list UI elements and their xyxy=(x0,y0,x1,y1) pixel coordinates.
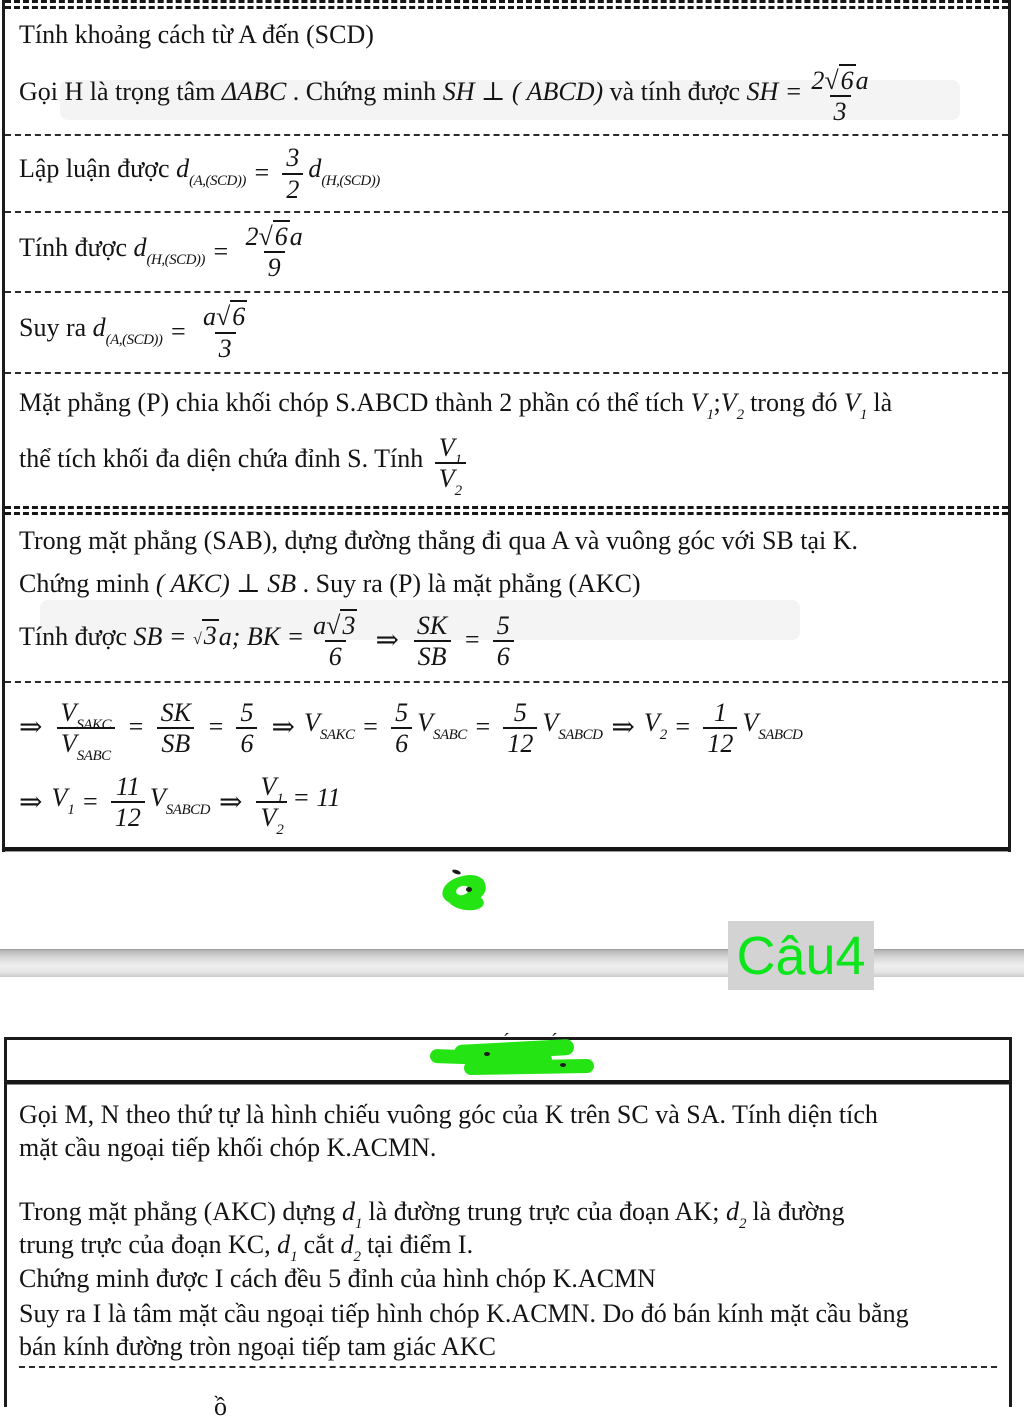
text-segment: Gọi M, N theo thứ tự là hình chiếu vuông góc của K trên SC và SA. Tính diện tích xyxy=(19,1100,878,1129)
text-segment: Suy ra I là tâm mặt cầu ngoại tiếp hình chóp K.ACMN. Do đó bán kính mặt cầu bằng xyxy=(19,1299,909,1328)
square-root xyxy=(192,621,219,651)
math-text: SH = xyxy=(746,76,803,106)
radical-icon: √ xyxy=(824,65,839,95)
math-text: ΔABC xyxy=(221,76,287,106)
row7-line2 xyxy=(19,772,994,839)
math-text: a; BK = xyxy=(218,621,305,651)
paragraph-3 xyxy=(19,1263,997,1298)
fraction-numerator: 1 xyxy=(713,697,727,727)
math-fraction xyxy=(111,772,145,832)
fraction-numerator xyxy=(807,66,872,95)
fraction-denominator: SB xyxy=(414,640,451,671)
text-segment: là đường trung trực của đoạn AK; xyxy=(361,1197,726,1226)
implies-arrow: ⇒ xyxy=(19,712,43,744)
math-fraction xyxy=(282,143,303,203)
math-fraction xyxy=(493,611,514,671)
text-segment: Tính được xyxy=(19,621,134,651)
math-fraction xyxy=(157,698,195,758)
text-segment: Trong mặt phẳng (SAB), dựng đường thẳng đi qua A và vuông góc với SB tại K. xyxy=(19,526,859,556)
math-fraction xyxy=(435,432,466,499)
var-sub: SABCD xyxy=(165,802,210,819)
var-sub: 1 xyxy=(67,802,75,819)
var-sub: SAKC xyxy=(319,727,355,744)
math-var xyxy=(149,783,210,819)
equals-sign: = xyxy=(81,787,99,817)
row3-line xyxy=(19,222,994,282)
row5-line1 xyxy=(19,387,994,424)
math-text: 2 xyxy=(811,65,825,95)
implies-arrow: ⇒ xyxy=(611,712,635,744)
var-sub: (H,(SCD)) xyxy=(146,251,205,268)
text-segment: Chứng minh được I cách đều 5 đỉnh của hình chóp K.ACMN xyxy=(19,1264,656,1293)
implies-arrow: ⇒ xyxy=(19,786,43,818)
row1-line2 xyxy=(19,66,994,126)
fraction-denominator xyxy=(435,462,466,499)
var-base: d xyxy=(133,232,147,262)
row-separator xyxy=(19,1366,997,1368)
fraction-numerator xyxy=(241,222,306,251)
math-fraction xyxy=(391,698,412,758)
cutoff-text-fragment xyxy=(214,1392,227,1421)
var-sub: 1 xyxy=(354,1216,362,1232)
math-text: 2 xyxy=(245,221,259,251)
text-segment: Suy ra xyxy=(19,313,93,343)
var-base: V xyxy=(742,708,759,738)
fraction-denominator: 6 xyxy=(493,640,514,671)
fraction-denominator: 3 xyxy=(215,332,236,363)
paragraph-2 xyxy=(19,1196,997,1265)
equals-sign: = xyxy=(206,712,225,742)
math-fraction xyxy=(503,698,537,758)
text-segment: Chứng minh xyxy=(19,568,156,598)
highlighter-scribble xyxy=(436,872,492,916)
math-text: a xyxy=(289,221,303,251)
fraction-numerator xyxy=(199,302,251,331)
var-base: V xyxy=(149,783,166,813)
table1-row-4 xyxy=(5,293,1008,372)
var-sub: 2 xyxy=(736,407,744,424)
row5-line2 xyxy=(19,432,994,499)
covered-text-accent: ´ xyxy=(503,1030,510,1052)
text-segment: và tính được xyxy=(603,76,747,106)
math-fraction xyxy=(199,302,251,362)
text-segment: ; xyxy=(713,388,721,418)
text-segment: là đường xyxy=(745,1197,845,1226)
var-sub: 2 xyxy=(659,727,667,744)
fraction-numerator: 5 xyxy=(496,610,510,640)
table2-body xyxy=(7,1085,1009,1368)
var-sub: SABCD xyxy=(758,727,803,744)
equals-sign: = xyxy=(127,712,145,742)
implies-arrow: ⇒ xyxy=(375,625,399,657)
text-segment: bán kính đường tròn ngoại tiếp tam giác AKC xyxy=(19,1331,496,1361)
var-base: d xyxy=(341,1197,355,1226)
fraction-denominator: 12 xyxy=(703,727,737,758)
fraction-numerator: 11 xyxy=(115,772,140,802)
equals-sign: = xyxy=(211,236,230,266)
text-segment: trong đó xyxy=(743,388,844,418)
var-sub: 1 xyxy=(859,407,867,424)
var-sub: 2 xyxy=(454,482,462,499)
math-var xyxy=(176,154,246,190)
radical-icon: √ xyxy=(215,302,231,332)
text-segment: tại điểm I. xyxy=(360,1229,474,1259)
var-sub: SABCD xyxy=(558,727,603,744)
thick-row-separator xyxy=(5,506,1008,515)
math-text: = 11 xyxy=(292,783,341,813)
highlighter-scribble xyxy=(430,1040,596,1078)
var-base: V xyxy=(260,803,277,833)
fraction-denominator: 6 xyxy=(391,727,412,758)
row6-line2 xyxy=(19,568,994,601)
var-sub: 1 xyxy=(276,791,284,808)
text-segment: cắt xyxy=(297,1229,341,1259)
math-var xyxy=(720,388,744,424)
math-text: SH ⊥ ( ABCD) xyxy=(442,76,604,106)
square-root xyxy=(258,220,289,251)
text-segment: thể tích khối đa diện chứa đỉnh S. Tính xyxy=(19,443,430,473)
math-var xyxy=(643,708,667,744)
math-var xyxy=(133,232,205,268)
var-sub: (H,(SCD)) xyxy=(321,173,380,190)
table1-row-2 xyxy=(5,136,1008,211)
text-segment: trung trực của đoạn KC, xyxy=(19,1229,278,1259)
var-base: V xyxy=(720,388,737,418)
table1-bottom-border xyxy=(5,847,1008,852)
var-base: d xyxy=(277,1229,291,1259)
math-text: a xyxy=(313,610,327,640)
text-segment: Lập luận được xyxy=(19,154,177,184)
square-root xyxy=(216,300,247,331)
fraction-denominator: 2 xyxy=(282,173,303,204)
var-base: d xyxy=(92,313,106,343)
math-text: ( AKC) ⊥ SB xyxy=(155,568,297,598)
var-base: V xyxy=(643,708,660,738)
equals-sign: = xyxy=(361,712,380,742)
text-segment: Mặt phẳng (P) chia khối chóp S.ABCD thành 2 phần có thể tích xyxy=(19,388,691,418)
implies-arrow: ⇒ xyxy=(271,712,295,744)
equals-sign: = xyxy=(463,625,481,655)
table1-row-3 xyxy=(5,213,1008,291)
var-sub: 2 xyxy=(276,822,284,839)
math-var xyxy=(341,1197,362,1232)
square-root xyxy=(326,609,357,640)
fraction-numerator xyxy=(435,432,466,468)
radical-icon: √ xyxy=(192,631,202,649)
var-sub: SAKC xyxy=(76,716,112,733)
fraction-denominator: 6 xyxy=(236,727,257,758)
var-base: V xyxy=(51,783,68,813)
radical-icon: √ xyxy=(258,221,273,251)
math-text: a xyxy=(202,302,216,332)
fraction-denominator: 3 xyxy=(830,95,851,126)
var-base: V xyxy=(438,463,455,493)
equals-sign: = xyxy=(252,158,271,188)
math-var xyxy=(308,154,380,190)
math-var xyxy=(690,388,714,424)
covered-text-accent: ´ xyxy=(551,1030,558,1052)
fraction-numerator: 5 xyxy=(513,697,527,727)
var-sub: 2 xyxy=(738,1216,746,1232)
var-sub: 2 xyxy=(353,1248,361,1265)
fraction-denominator: 12 xyxy=(503,727,537,758)
var-base: V xyxy=(690,388,707,418)
math-fraction xyxy=(56,697,115,764)
paragraph-1 xyxy=(19,1099,997,1164)
fraction-numerator xyxy=(56,697,115,733)
var-base: d xyxy=(176,154,190,184)
fraction-numerator: SK xyxy=(416,610,448,640)
equals-sign: = xyxy=(473,712,492,742)
radicand: 6 xyxy=(232,302,246,332)
fraction-numerator: 5 xyxy=(240,697,254,727)
row7-line1 xyxy=(19,697,994,764)
cau4-label xyxy=(728,921,874,990)
math-fraction xyxy=(241,222,306,282)
text-segment: Trong mặt phẳng (AKC) dựng xyxy=(19,1197,342,1226)
fraction-denominator: 6 xyxy=(325,640,346,671)
math-var xyxy=(92,313,163,349)
table1-row-7 xyxy=(5,683,1008,847)
row2-line xyxy=(19,143,994,203)
var-base: V xyxy=(542,708,559,738)
math-text: a xyxy=(855,65,869,95)
fraction-numerator: 5 xyxy=(395,697,409,727)
var-base: V xyxy=(843,388,860,418)
fraction-denominator: 12 xyxy=(111,801,145,832)
math-var xyxy=(542,708,603,744)
fraction-denominator xyxy=(256,801,287,839)
radicand: 6 xyxy=(840,65,854,95)
math-fraction xyxy=(236,698,257,758)
table1-top-border xyxy=(5,0,1008,9)
var-base: V xyxy=(260,772,277,802)
fraction-numerator xyxy=(256,772,287,808)
var-sub: SABC xyxy=(432,727,467,744)
math-fraction xyxy=(807,66,872,126)
paragraph-4 xyxy=(19,1298,997,1363)
math-fraction xyxy=(413,611,451,671)
table1-row-5 xyxy=(5,374,1008,506)
math-var xyxy=(303,708,355,744)
cau4-text: Câu4 xyxy=(736,925,866,986)
row6-line1 xyxy=(19,525,994,558)
radicand: 6 xyxy=(274,221,288,251)
solution-table-2 xyxy=(4,1037,1012,1407)
text-segment: Tính khoảng cách từ A đến (SCD) xyxy=(19,20,374,49)
var-base: d xyxy=(308,154,322,184)
solution-table-1 xyxy=(2,0,1011,852)
math-var xyxy=(843,388,867,424)
fraction-numerator: 3 xyxy=(286,143,300,173)
table1-row-6 xyxy=(5,515,1008,681)
fraction-numerator: SK xyxy=(160,697,191,727)
text-segment: ồ xyxy=(214,1392,227,1421)
text-segment: . Suy ra (P) là mặt phẳng (AKC) xyxy=(296,568,641,598)
radicand: 3 xyxy=(203,621,217,651)
var-base: d xyxy=(340,1229,354,1259)
var-base: V xyxy=(438,432,455,462)
var-sub: (A,(SCD)) xyxy=(189,173,246,190)
var-sub: (A,(SCD)) xyxy=(105,332,163,349)
fraction-denominator xyxy=(57,727,115,764)
fraction-denominator: SB xyxy=(157,727,194,758)
row4-line xyxy=(19,302,994,362)
text-segment: Tính được xyxy=(19,232,134,262)
var-base: V xyxy=(60,728,77,758)
var-base: d xyxy=(725,1197,739,1226)
text-segment: Gọi H là trọng tâm xyxy=(19,76,222,106)
text-segment: . Chứng minh xyxy=(286,76,443,106)
math-fraction xyxy=(703,698,737,758)
equals-sign: = xyxy=(673,712,692,742)
math-text: SB = xyxy=(133,621,193,651)
row6-line3 xyxy=(19,611,994,671)
math-fraction xyxy=(309,611,361,671)
row1-line1 xyxy=(19,19,994,52)
math-var xyxy=(51,783,75,819)
math-var xyxy=(742,708,803,744)
text-segment: là xyxy=(866,388,893,418)
math-var xyxy=(277,1229,298,1265)
math-var xyxy=(417,708,467,744)
math-fraction xyxy=(256,772,287,839)
var-sub: 1 xyxy=(290,1248,298,1265)
var-sub: SABC xyxy=(76,747,111,764)
square-root xyxy=(824,64,855,95)
var-base: V xyxy=(417,708,433,738)
var-base: V xyxy=(60,697,77,727)
radicand: 3 xyxy=(342,610,356,640)
equals-sign: = xyxy=(169,317,187,347)
var-sub: 1 xyxy=(454,451,462,468)
var-sub: 1 xyxy=(706,407,714,424)
fraction-numerator xyxy=(309,611,361,640)
math-var xyxy=(725,1197,746,1232)
text-segment: mặt cầu ngoại tiếp khối chóp K.ACMN. xyxy=(19,1132,437,1162)
radical-icon: √ xyxy=(326,610,341,640)
table1-row-1 xyxy=(5,9,1008,134)
math-var xyxy=(340,1229,361,1265)
fraction-denominator: 9 xyxy=(264,251,285,282)
var-base: V xyxy=(303,708,320,738)
implies-arrow: ⇒ xyxy=(218,786,243,818)
